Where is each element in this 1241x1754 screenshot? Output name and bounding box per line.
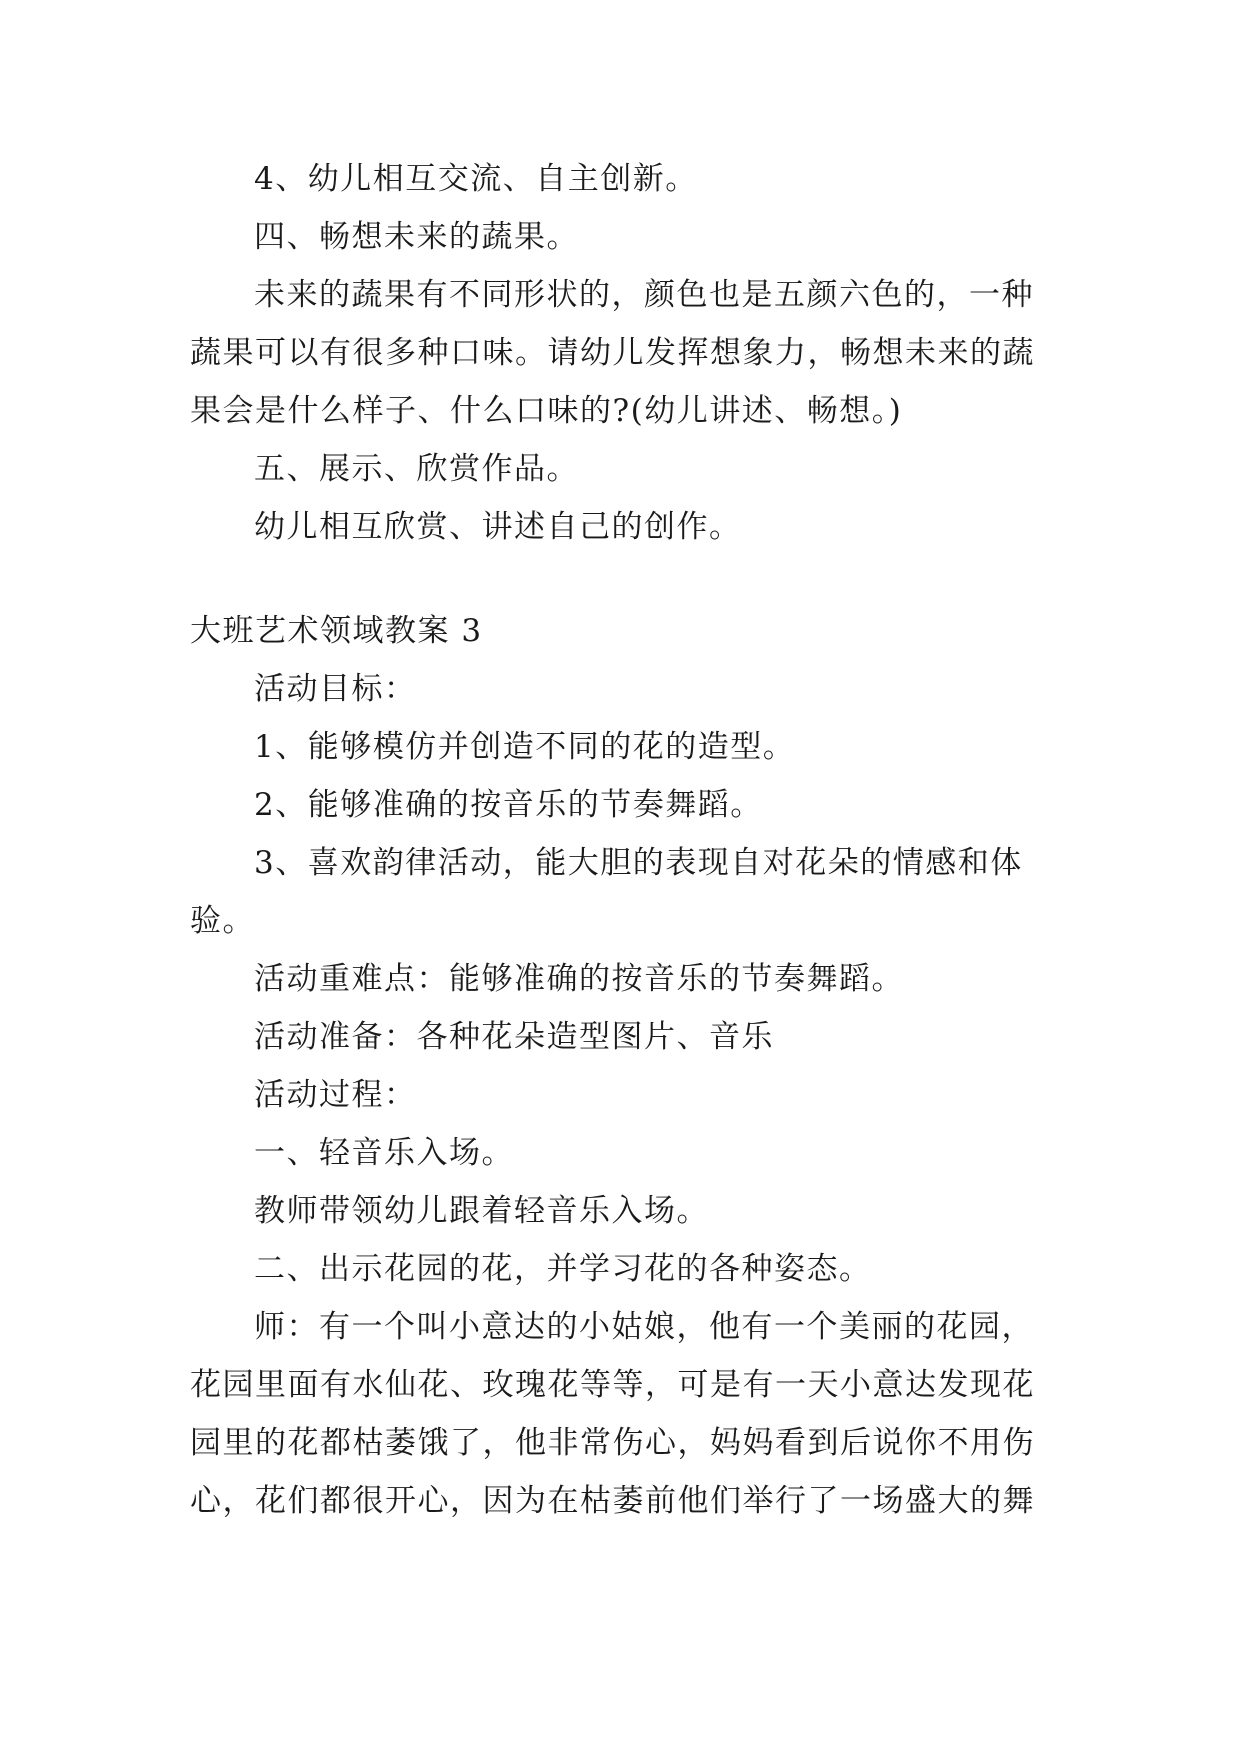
paragraph: 活动目标： bbox=[254, 671, 417, 707]
paragraph: 4、幼儿相互交流、自主创新。 bbox=[254, 161, 698, 197]
paragraph: 幼儿相互欣赏、讲述自己的创作。 bbox=[254, 509, 742, 545]
document-body bbox=[190, 150, 1050, 1530]
paragraph: 教师带领幼儿跟着轻音乐入场。 bbox=[254, 1193, 709, 1229]
paragraph: 未来的蔬果有不同形状的，颜色也是五颜六色的，一种蔬果可以有很多种口味。请幼儿发挥想象力，畅想未来的蔬果会是什么样子、什么口味的?(幼儿讲述、畅想。) bbox=[190, 277, 1035, 429]
paragraph: 五、展示、欣赏作品。 bbox=[254, 451, 579, 487]
section-title: 大班艺术领域教案 3 bbox=[190, 613, 483, 649]
paragraph: 1、能够模仿并创造不同的花的造型。 bbox=[254, 729, 796, 765]
paragraph: 活动准备：各种花朵造型图片、音乐 bbox=[254, 1019, 774, 1055]
paragraph: 一、轻音乐入场。 bbox=[254, 1135, 514, 1171]
paragraph: 3、喜欢韵律活动，能大胆的表现自对花朵的情感和体验。 bbox=[190, 845, 1023, 939]
paragraph: 活动过程： bbox=[254, 1077, 417, 1113]
paragraph: 师：有一个叫小意达的小姑娘，他有一个美丽的花园，花园里面有水仙花、玫瑰花等等，可是有一天小意达发现花园里的花都枯萎饿了，他非常伤心，妈妈看到后说你不用伤心，花们都很开心，因为在枯萎前他们举行了一场盛大的舞 bbox=[190, 1309, 1035, 1519]
paragraph: 四、畅想未来的蔬果。 bbox=[254, 219, 579, 255]
paragraph: 2、能够准确的按音乐的节奏舞蹈。 bbox=[254, 787, 763, 823]
paragraph: 二、出示花园的花，并学习花的各种姿态。 bbox=[254, 1251, 872, 1287]
paragraph: 活动重难点：能够准确的按音乐的节奏舞蹈。 bbox=[254, 961, 904, 997]
